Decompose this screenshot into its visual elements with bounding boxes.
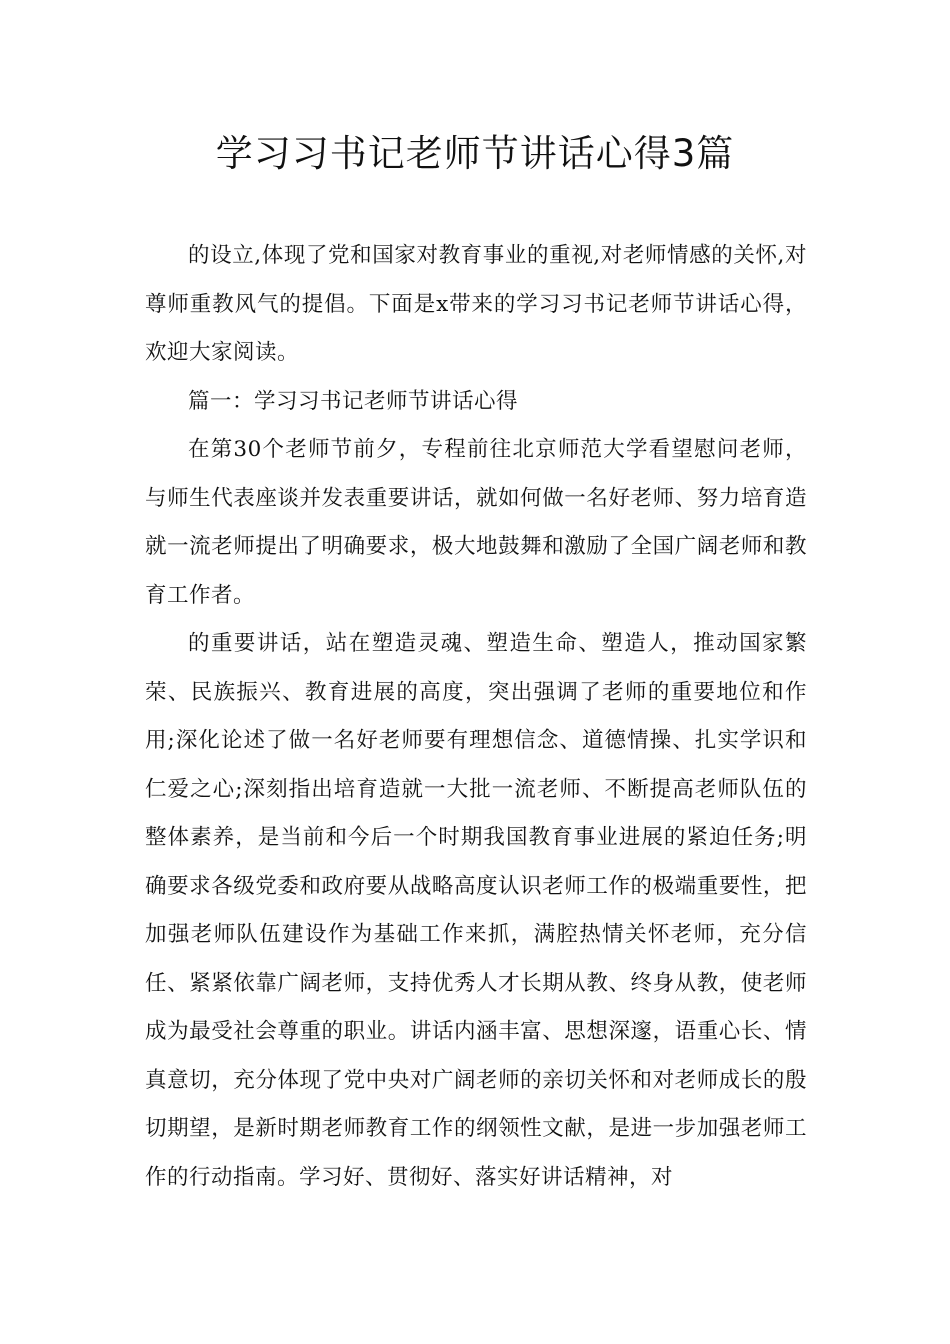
paragraph-visit: 在第30个老师节前夕，专程前往北京师范大学看望慰问老师，与师生代表座谈并发表重要讲话，就如何做一名好老师、努力培育造就一流老师提出了明确要求，极大地鼓舞和激励了全国广阔老师和教育工作者。	[145, 437, 807, 608]
paragraph-intro: 的设立,体现了党和国家对教育事业的重视,对老师情感的关怀,对尊师重教风气的提倡。下面是x带来的学习习书记老师节讲话心得，欢迎大家阅读。	[145, 243, 807, 365]
document-body	[145, 232, 807, 1202]
paragraph-speech: 的重要讲话，站在塑造灵魂、塑造生命、塑造人，推动国家繁荣、民族振兴、教育进展的高度，突出强调了老师的重要地位和作用;深化论述了做一名好老师要有理想信念、道德情操、扎实学识和仁爱之心;深刻指出培育造就一大批一流老师、不断提高老师队伍的整体素养，是当前和今后一个时期我国教育事业进展的紧迫任务;明确要求各级党委和政府要从战略高度认识老师工作的极端重要性，把加强老师队伍建设作为基础工作来抓，满腔热情关怀老师，充分信任、紧紧依靠广阔老师，支持优秀人才长期从教、终身从教，使老师成为最受社会尊重的职业。讲话内涵丰富、思想深邃，语重心长、情真意切，充分体现了党中央对广阔老师的亲切关怀和对老师成长的殷切期望，是新时期老师教育工作的纲领性文献，是进一步加强老师工作的行动指南。学习好、贯彻好、落实好讲话精神，对	[145, 631, 807, 1190]
section-heading-part-one: 篇一：学习习书记老师节讲话心得	[188, 388, 519, 414]
document-title: 学习习书记老师节讲话心得3篇	[215, 132, 735, 175]
